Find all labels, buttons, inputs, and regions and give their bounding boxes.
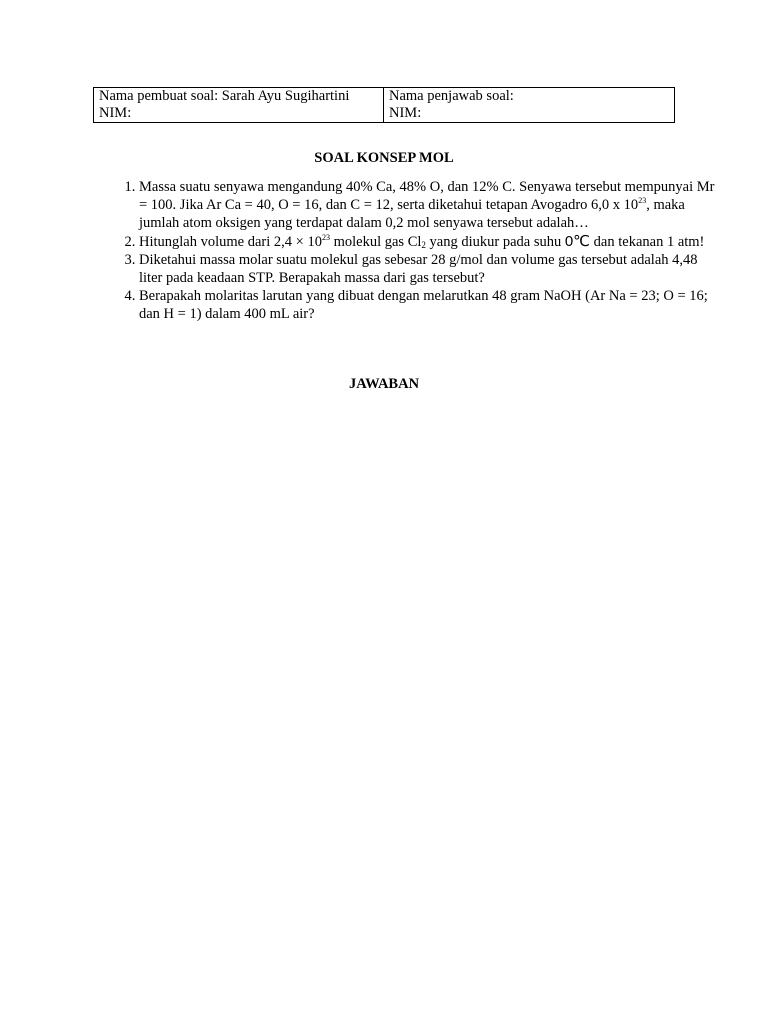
- answerer-cell: [384, 88, 675, 123]
- q1-text-a: Massa suatu senyawa mengandung 40% Ca, 48% O, dan 12% C. Senyawa tersebut mempunyai Mr = 100. Jika Ar Ca = 40, O = 16, dan C = 12, serta diketahui tetapan Avogadro 6,0 x 10: [139, 179, 715, 214]
- question-3: 3. Diketahui massa molar suatu molekul gas sebesar 28 g/mol dan volume gas tersebut adalah 4,48 liter pada keadaan STP. Berapakah massa dari gas tersebut?: [139, 251, 721, 287]
- creator-name: Nama pembuat soal: Sarah Ayu Sugihartini: [99, 88, 350, 104]
- q2-temperature: 0℃: [564, 232, 591, 250]
- document-title: SOAL KONSEP MOL: [314, 150, 454, 166]
- question-list: [93, 178, 721, 324]
- answerer-nim: NIM:: [389, 105, 422, 121]
- question-2: [139, 233, 721, 251]
- question-4: 4. Berapakah molaritas larutan yang dibuat dengan melarutkan 48 gram NaOH (Ar Na = 23; O = 16; dan H = 1) dalam 400 mL air?: [139, 287, 721, 323]
- q1-exponent: 23: [638, 196, 647, 206]
- creator-cell: [94, 88, 384, 123]
- identity-table: [93, 87, 675, 123]
- q1-text-b: , maka jumlah atom oksigen yang terdapat dalam 0,2 mol senyawa tersebut adalah…: [139, 197, 685, 232]
- q2-text-a: Hitunglah volume dari 2,4 × 10: [139, 233, 322, 250]
- q2-exponent: 23: [321, 232, 330, 242]
- question-1: [139, 178, 721, 233]
- q2-text-d: dan tekanan 1 atm!: [590, 233, 705, 250]
- q2-subscript: 2: [421, 239, 426, 250]
- q2-text-b: molekul gas Cl: [329, 233, 422, 250]
- q2-text-c: yang diukur pada suhu: [425, 233, 565, 250]
- answer-heading: JAWABAN: [348, 376, 420, 392]
- answerer-name: Nama penjawab soal:: [389, 88, 514, 104]
- creator-nim: NIM:: [99, 105, 132, 121]
